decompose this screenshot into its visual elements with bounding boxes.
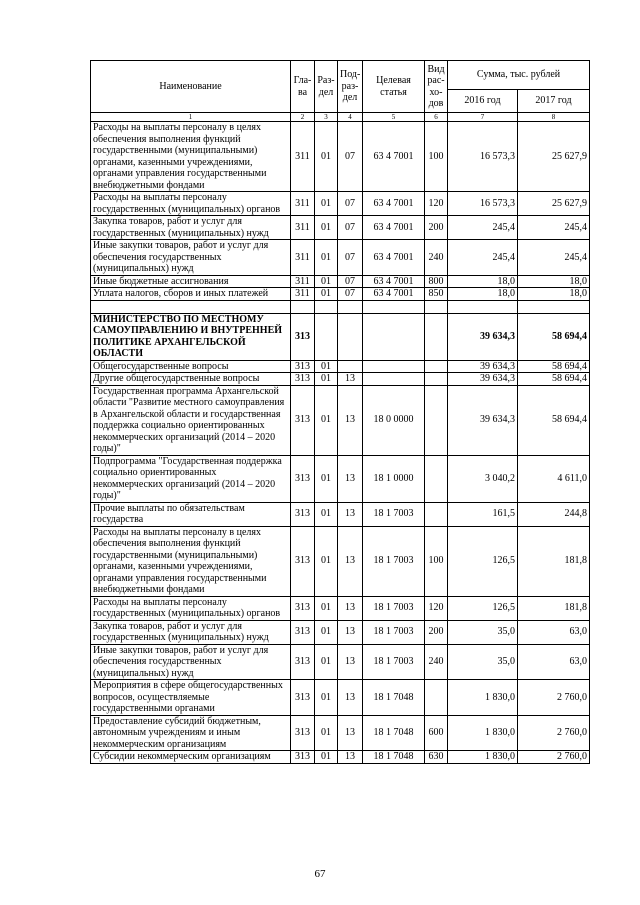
cell-s2: 2 760,0 [518, 715, 590, 751]
cell-rz: 01 [315, 385, 338, 455]
cell-vr [425, 502, 448, 526]
cell-gl: 311 [291, 275, 315, 288]
cell-s1: 1 830,0 [448, 751, 518, 764]
table-row [91, 192, 590, 216]
table-row [91, 644, 590, 680]
colnum: 3 [315, 113, 338, 122]
table-row [91, 502, 590, 526]
colnum: 7 [448, 113, 518, 122]
cell-gl: 311 [291, 240, 315, 276]
cell-vr [425, 455, 448, 502]
cell-vr [425, 385, 448, 455]
cell-rz: 01 [315, 275, 338, 288]
cell-pr: 13 [338, 385, 363, 455]
cell-name: Расходы на выплаты персоналу государственных (муниципальных) органов [91, 192, 291, 216]
cell-s2: 63,0 [518, 620, 590, 644]
cell-name: Иные закупки товаров, работ и услуг для обеспечения государственных (муниципальных) нужд [91, 644, 291, 680]
section-ministry [91, 313, 590, 360]
cell-cs: 18 1 7003 [363, 526, 425, 596]
cell-s2: 58 694,4 [518, 385, 590, 455]
column-numbers-row [91, 113, 590, 122]
cell-cs [363, 373, 425, 386]
colnum: 8 [518, 113, 590, 122]
header-2016: 2016 год [448, 90, 518, 113]
cell-name: Закупка товаров, работ и услуг для государственных (муниципальных) нужд [91, 216, 291, 240]
cell-rz: 01 [315, 122, 338, 192]
cell-pr: 13 [338, 620, 363, 644]
cell-s1: 18,0 [448, 288, 518, 301]
cell-vr: 240 [425, 644, 448, 680]
cell-cs: 18 0 0000 [363, 385, 425, 455]
cell-s2: 245,4 [518, 216, 590, 240]
table-row [91, 751, 590, 764]
cell-s1: 18,0 [448, 275, 518, 288]
cell-s1: 126,5 [448, 526, 518, 596]
cell-name: Иные бюджетные ассигнования [91, 275, 291, 288]
cell-rz: 01 [315, 360, 338, 373]
cell-pr: 13 [338, 373, 363, 386]
cell-s2: 18,0 [518, 275, 590, 288]
cell-pr: 13 [338, 680, 363, 716]
cell-rz: 01 [315, 680, 338, 716]
header-celevaya: Целевая статья [363, 61, 425, 113]
cell-vr: 240 [425, 240, 448, 276]
page-number: 67 [314, 868, 326, 880]
cell-gl: 313 [291, 373, 315, 386]
cell-rz: 01 [315, 455, 338, 502]
header-2017: 2017 год [518, 90, 590, 113]
section-a [91, 122, 590, 301]
cell-cs: 63 4 7001 [363, 240, 425, 276]
cell-pr: 13 [338, 502, 363, 526]
cell-pr: 07 [338, 216, 363, 240]
cell-cs [363, 360, 425, 373]
cell-cs: 18 1 7003 [363, 644, 425, 680]
cell-vr: 850 [425, 288, 448, 301]
cell-cs: 63 4 7001 [363, 275, 425, 288]
cell-s2: 4 611,0 [518, 455, 590, 502]
cell-pr [338, 360, 363, 373]
cell-vr: 100 [425, 122, 448, 192]
table-row [91, 526, 590, 596]
cell-s1: 39 634,3 [448, 313, 518, 360]
cell-gl: 313 [291, 360, 315, 373]
cell-cs: 63 4 7001 [363, 122, 425, 192]
cell-s1: 35,0 [448, 620, 518, 644]
cell-s1: 126,5 [448, 596, 518, 620]
cell-pr: 13 [338, 455, 363, 502]
cell-vr: 120 [425, 596, 448, 620]
cell-rz: 01 [315, 620, 338, 644]
header-vid: Вид рас- хо- дов [425, 61, 448, 113]
cell-gl: 311 [291, 288, 315, 301]
cell-name: Расходы на выплаты персоналу государственных (муниципальных) органов [91, 596, 291, 620]
colnum: 1 [91, 113, 291, 122]
cell-pr: 13 [338, 751, 363, 764]
cell-name: Мероприятия в сфере общегосударственных вопросов, осуществляемые государственными органами [91, 680, 291, 716]
cell-name: Субсидии некоммерческим организациям [91, 751, 291, 764]
cell-cs: 18 1 7048 [363, 680, 425, 716]
cell-pr: 07 [338, 288, 363, 301]
cell-gl: 311 [291, 216, 315, 240]
cell-rz: 01 [315, 715, 338, 751]
cell-s2: 245,4 [518, 240, 590, 276]
cell-pr: 07 [338, 192, 363, 216]
header-podrazdel: Под- раз- дел [338, 61, 363, 113]
cell-gl: 313 [291, 455, 315, 502]
cell-pr: 07 [338, 240, 363, 276]
cell-vr: 800 [425, 275, 448, 288]
cell-gl: 313 [291, 680, 315, 716]
cell-cs: 18 1 7003 [363, 502, 425, 526]
cell-cs: 63 4 7001 [363, 216, 425, 240]
cell-name: МИНИСТЕРСТВО ПО МЕСТНОМУ САМОУПРАВЛЕНИЮ И ВНУТРЕННЕЙ ПОЛИТИКЕ АРХАНГЕЛЬСКОЙ ОБЛАСТИ [91, 313, 291, 360]
cell-rz: 01 [315, 751, 338, 764]
colnum: 2 [291, 113, 315, 122]
cell-cs: 18 1 7003 [363, 620, 425, 644]
header-glava: Гла- ва [291, 61, 315, 113]
colnum: 5 [363, 113, 425, 122]
cell-name: Государственная программа Архангельской области "Развитие местного самоуправления в Архангельской области и государственная поддержка социально ориентированных некоммерческих организаций (2014 – 2020 годы)" [91, 385, 291, 455]
cell-s1: 35,0 [448, 644, 518, 680]
cell-gl: 311 [291, 192, 315, 216]
cell-cs: 18 1 7003 [363, 596, 425, 620]
cell-pr: 13 [338, 596, 363, 620]
cell-name: Закупка товаров, работ и услуг для государственных (муниципальных) нужд [91, 620, 291, 644]
cell-gl: 313 [291, 502, 315, 526]
cell-s1: 245,4 [448, 240, 518, 276]
cell-s1: 16 573,3 [448, 122, 518, 192]
cell-s1: 39 634,3 [448, 373, 518, 386]
table-row [91, 240, 590, 276]
table-row [91, 620, 590, 644]
cell-gl: 313 [291, 751, 315, 764]
cell-gl: 313 [291, 715, 315, 751]
cell-s1: 245,4 [448, 216, 518, 240]
cell-s2: 58 694,4 [518, 373, 590, 386]
cell-cs [363, 313, 425, 360]
table-row [91, 313, 590, 360]
cell-vr: 600 [425, 715, 448, 751]
cell-gl: 313 [291, 313, 315, 360]
cell-gl: 313 [291, 644, 315, 680]
cell-s1: 39 634,3 [448, 360, 518, 373]
cell-vr: 100 [425, 526, 448, 596]
cell-s1: 1 830,0 [448, 715, 518, 751]
cell-vr [425, 313, 448, 360]
table-row [91, 122, 590, 192]
cell-s2: 18,0 [518, 288, 590, 301]
table-row [91, 596, 590, 620]
header-razdel: Раз- дел [315, 61, 338, 113]
header-name: Наименование [91, 61, 291, 113]
cell-cs: 63 4 7001 [363, 192, 425, 216]
header-row [91, 61, 590, 90]
cell-pr: 07 [338, 275, 363, 288]
cell-s1: 16 573,3 [448, 192, 518, 216]
cell-name: Расходы на выплаты персоналу в целях обеспечения выполнения функций государственными (муниципальными) органами, казенными учреждениями, органами управления государственными внебюджетными фондами [91, 526, 291, 596]
cell-vr [425, 360, 448, 373]
cell-s2: 2 760,0 [518, 751, 590, 764]
cell-rz: 01 [315, 596, 338, 620]
cell-s2: 2 760,0 [518, 680, 590, 716]
cell-rz: 01 [315, 216, 338, 240]
cell-s1: 39 634,3 [448, 385, 518, 455]
cell-name: Предоставление субсидий бюджетным, автономным учреждениям и иным некоммерческим организациям [91, 715, 291, 751]
cell-gl: 313 [291, 526, 315, 596]
section-b [91, 360, 590, 763]
cell-vr [425, 680, 448, 716]
cell-cs: 18 1 7048 [363, 751, 425, 764]
cell-s2: 244,8 [518, 502, 590, 526]
cell-s2: 58 694,4 [518, 360, 590, 373]
cell-s2: 25 627,9 [518, 192, 590, 216]
cell-rz: 01 [315, 502, 338, 526]
cell-vr: 200 [425, 620, 448, 644]
cell-s1: 3 040,2 [448, 455, 518, 502]
table-row [91, 216, 590, 240]
spacer [91, 300, 590, 313]
cell-name: Уплата налогов, сборов и иных платежей [91, 288, 291, 301]
table-row [91, 373, 590, 386]
cell-vr [425, 373, 448, 386]
cell-cs: 18 1 7048 [363, 715, 425, 751]
table-row [91, 275, 590, 288]
table-row [91, 455, 590, 502]
table-row [91, 715, 590, 751]
cell-name: Другие общегосударственные вопросы [91, 373, 291, 386]
cell-gl: 313 [291, 385, 315, 455]
table-row [91, 680, 590, 716]
cell-gl: 311 [291, 122, 315, 192]
cell-name: Общегосударственные вопросы [91, 360, 291, 373]
cell-cs: 63 4 7001 [363, 288, 425, 301]
cell-s2: 181,8 [518, 526, 590, 596]
cell-pr: 13 [338, 526, 363, 596]
cell-rz [315, 313, 338, 360]
cell-pr [338, 313, 363, 360]
cell-rz: 01 [315, 373, 338, 386]
cell-cs: 18 1 0000 [363, 455, 425, 502]
colnum: 4 [338, 113, 363, 122]
cell-rz: 01 [315, 288, 338, 301]
spacer-row [91, 300, 590, 313]
cell-name: Иные закупки товаров, работ и услуг для обеспечения государственных (муниципальных) нужд [91, 240, 291, 276]
cell-name: Прочие выплаты по обязательствам государства [91, 502, 291, 526]
cell-rz: 01 [315, 526, 338, 596]
cell-gl: 313 [291, 596, 315, 620]
cell-s2: 63,0 [518, 644, 590, 680]
header-summa: Сумма, тыс. рублей [448, 61, 590, 90]
cell-rz: 01 [315, 192, 338, 216]
cell-rz: 01 [315, 240, 338, 276]
cell-pr: 13 [338, 715, 363, 751]
cell-s1: 161,5 [448, 502, 518, 526]
table-row [91, 385, 590, 455]
cell-s1: 1 830,0 [448, 680, 518, 716]
cell-rz: 01 [315, 644, 338, 680]
cell-pr: 07 [338, 122, 363, 192]
cell-vr: 120 [425, 192, 448, 216]
colnum: 6 [425, 113, 448, 122]
cell-s2: 58 694,4 [518, 313, 590, 360]
cell-gl: 313 [291, 620, 315, 644]
cell-name: Подпрограмма "Государственная поддержка социально ориентированных некоммерческих организаций (2014 – 2020 годы)" [91, 455, 291, 502]
cell-name: Расходы на выплаты персоналу в целях обеспечения выполнения функций государственными (муниципальными) органами, казенными учреждениями, органами управления государственными внебюджетными фондами [91, 122, 291, 192]
cell-pr: 13 [338, 644, 363, 680]
cell-vr: 630 [425, 751, 448, 764]
table-row [91, 360, 590, 373]
table-row [91, 288, 590, 301]
budget-table [90, 60, 590, 764]
cell-vr: 200 [425, 216, 448, 240]
cell-s2: 181,8 [518, 596, 590, 620]
cell-s2: 25 627,9 [518, 122, 590, 192]
